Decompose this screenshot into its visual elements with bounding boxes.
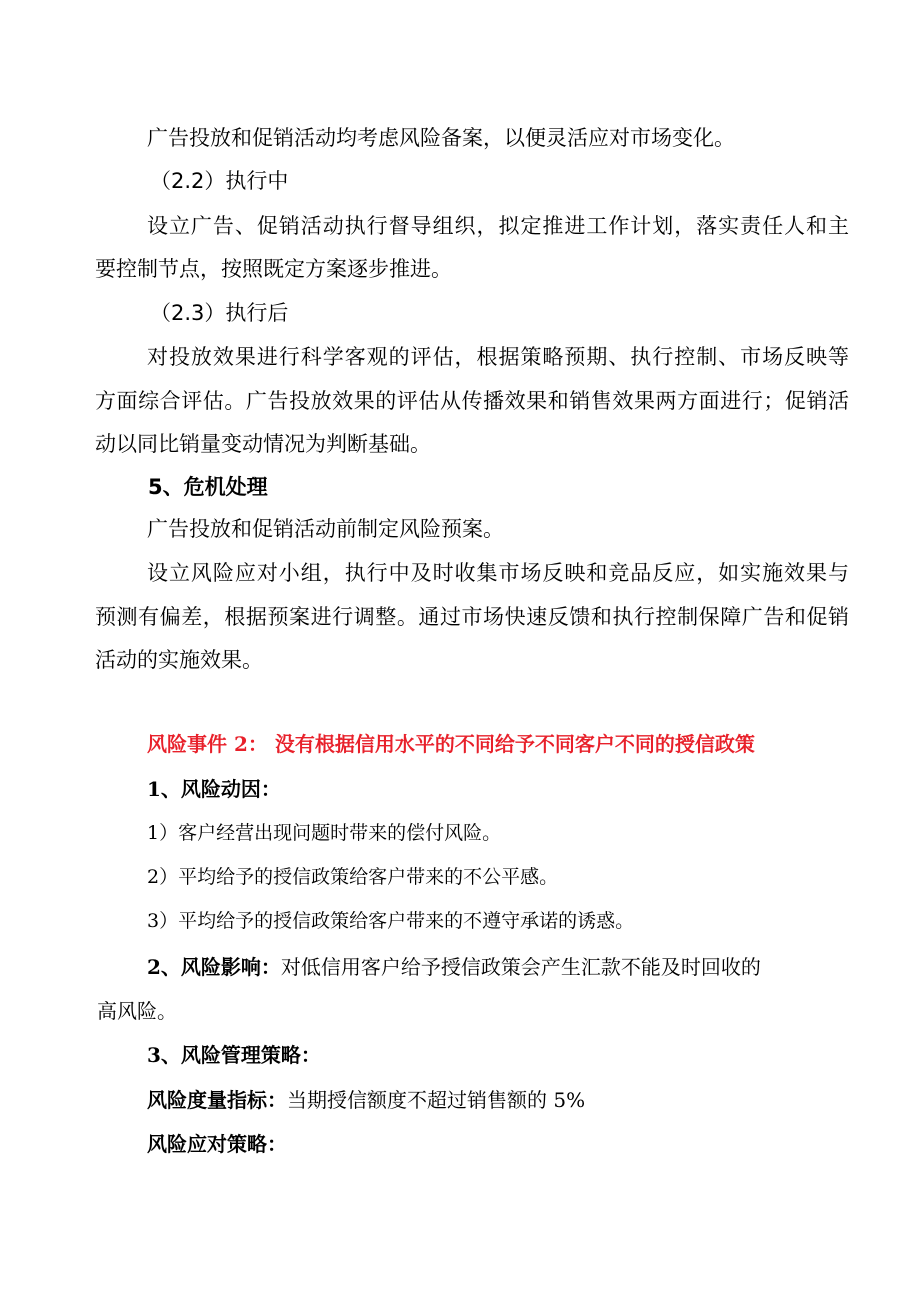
risk-cause-item: 3）平均给予的授信政策给客户带来的不遵守承诺的诱惑。 [147, 910, 635, 932]
risk-metric-value: 当期授信额度不超过销售额的 5% [287, 1088, 586, 1112]
risk-impact-text: 对低信用客户给予授信政策会产生汇款不能及时回收的 [280, 955, 761, 979]
subheading-2-3: （2.3）执行后 [150, 301, 289, 325]
risk-metric-line [147, 1085, 585, 1115]
subheading-2-2: （2.2）执行中 [150, 169, 289, 193]
risk-cause-item: 1）客户经营出现问题时带来的偿付风险。 [147, 822, 502, 844]
paragraph-line: 广告投放和促销活动均考虑风险备案，以便灵活应对市场变化。 [147, 126, 735, 150]
paragraph-line: 要控制节点，按照既定方案逐步推进。 [95, 257, 452, 281]
paragraph-line: 预测有偏差，根据预案进行调整。通过市场快速反馈和执行控制保障广告和促销 [95, 605, 849, 629]
paragraph-line: 广告投放和促销活动前制定风险预案。 [147, 517, 504, 541]
risk-cause-heading: 1、风险动因： [147, 777, 281, 801]
paragraph-line: 对投放效果进行科学客观的评估，根据策略预期、执行控制、市场反映等 [147, 345, 849, 369]
paragraph-line: 设立广告、促销活动执行督导组织，拟定推进工作计划，落实责任人和主 [147, 214, 849, 238]
risk-impact-heading: 2、风险影响： [147, 955, 281, 979]
paragraph-line: 活动的实施效果。 [95, 648, 263, 672]
risk-strategy-heading: 3、风险管理策略： [147, 1043, 321, 1067]
risk-event-title: 风险事件 2： 没有根据信用水平的不同给予不同客户不同的授信政策 [147, 732, 755, 756]
risk-cause-item: 2）平均给予的授信政策给客户带来的不公平感。 [147, 866, 559, 888]
risk-impact-line [147, 952, 761, 982]
paragraph-line: 方面综合评估。广告投放效果的评估从传播效果和销售效果两方面进行；促销活 [95, 389, 849, 413]
risk-metric-label: 风险度量指标： [147, 1088, 287, 1112]
section-heading-crisis: 5、危机处理 [148, 475, 268, 499]
paragraph-line: 设立风险应对小组，执行中及时收集市场反映和竞品反应，如实施效果与 [147, 561, 849, 585]
paragraph-line: 动以同比销量变动情况为判断基础。 [95, 432, 431, 456]
risk-impact-text-continued: 高风险。 [97, 999, 177, 1023]
risk-response-label: 风险应对策略： [147, 1132, 287, 1156]
